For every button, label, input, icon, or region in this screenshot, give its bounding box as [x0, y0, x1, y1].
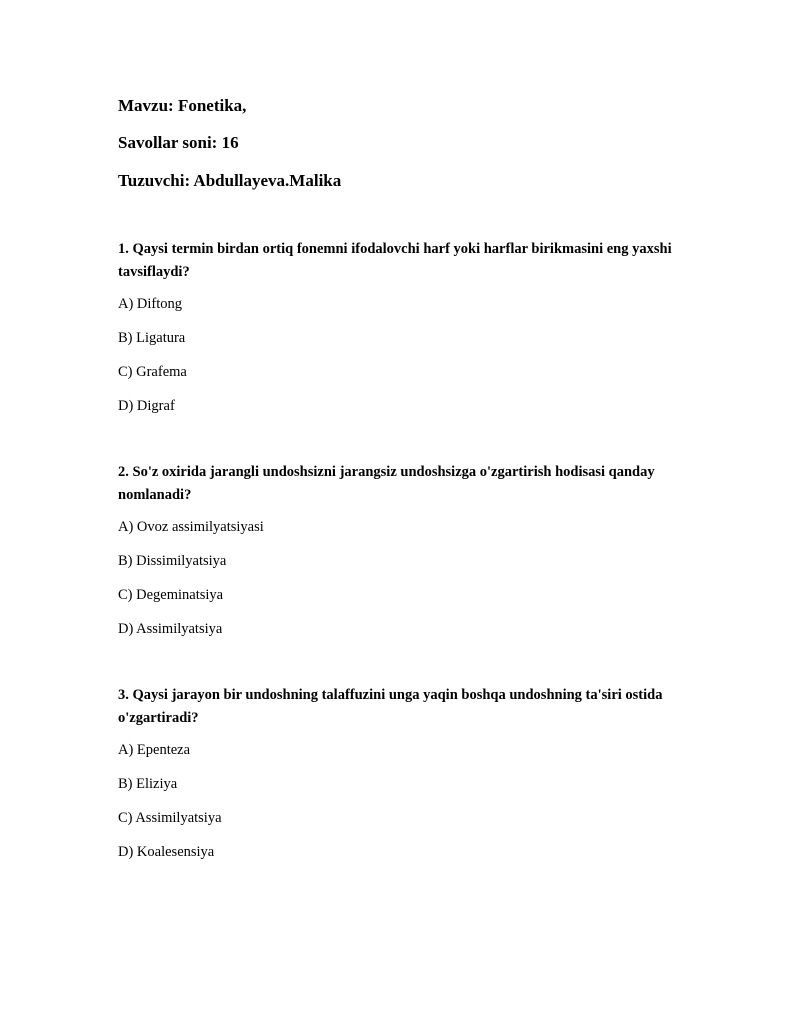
answer-option: A) Epenteza: [118, 742, 191, 758]
question-text: 2. So'z oxirida jarangli undoshsizni jarangsiz undoshsizga o'zgartirish hodisasi qanday nomlanadi?: [118, 464, 655, 503]
question-3: [118, 684, 688, 861]
answer-option: B) Eliziya: [118, 776, 178, 792]
author-heading: Tuzuvchi: Abdullayeva.Malika: [118, 171, 342, 190]
question-count-heading: Savollar soni: 16: [118, 133, 239, 152]
answer-option: A) Ovoz assimilyatsiyasi: [118, 519, 264, 535]
question-2: [118, 461, 688, 638]
answer-option: B) Dissimilyatsiya: [118, 553, 227, 569]
answer-option: D) Assimilyatsiya: [118, 621, 223, 637]
answer-option: A) Diftong: [118, 296, 183, 312]
question-1: [118, 238, 688, 415]
answer-option: C) Grafema: [118, 364, 187, 380]
answer-option: D) Digraf: [118, 398, 175, 414]
question-text: 3. Qaysi jarayon bir undoshning talaffuzini unga yaqin boshqa undoshning ta'siri ostida o'zgartiradi?: [118, 687, 663, 726]
answer-option: D) Koalesensiya: [118, 844, 215, 860]
answer-option: C) Assimilyatsiya: [118, 810, 222, 826]
answer-option: B) Ligatura: [118, 330, 186, 346]
question-text: 1. Qaysi termin birdan ortiq fonemni ifodalovchi harf yoki harflar birikmasini eng yaxshi tavsiflaydi?: [118, 241, 672, 280]
answer-option: C) Degeminatsiya: [118, 587, 224, 603]
topic-heading: Mavzu: Fonetika,: [118, 96, 247, 115]
